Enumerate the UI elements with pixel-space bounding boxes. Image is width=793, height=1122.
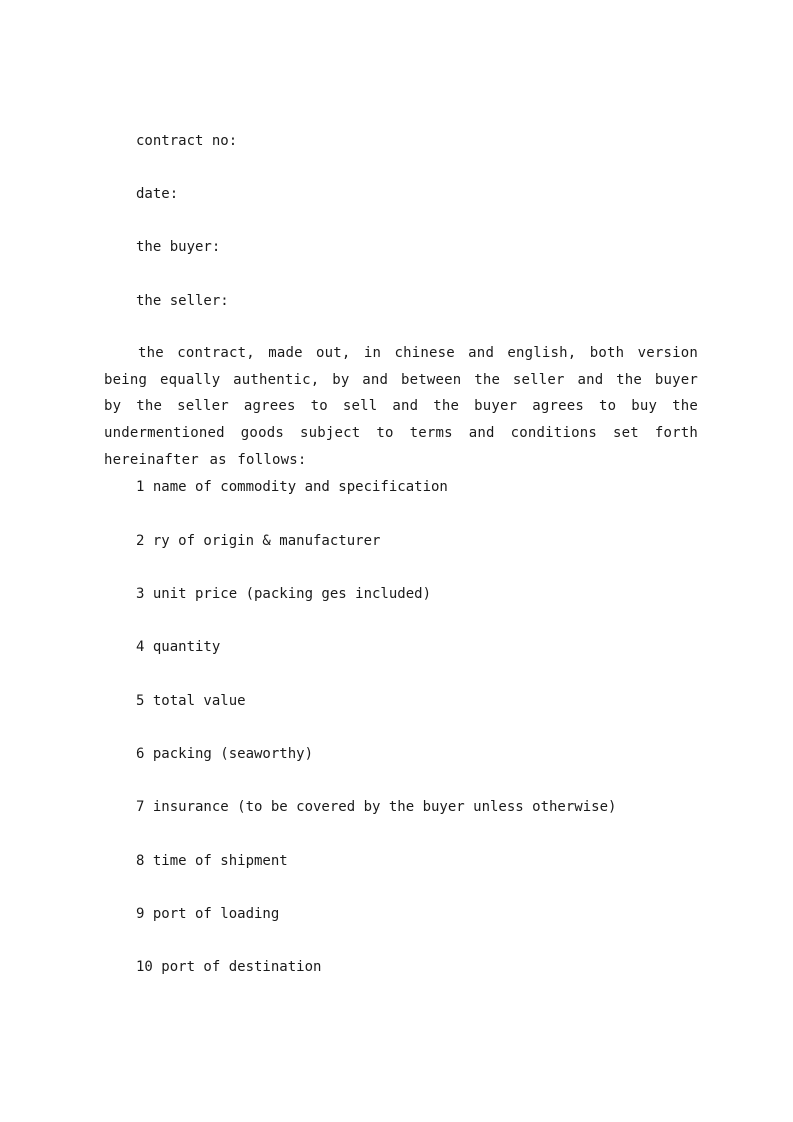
date-field: date: (136, 186, 179, 202)
clause-quantity: 4 quantity (136, 639, 221, 655)
clause-port-of-destination: 10 port of destination (136, 959, 322, 975)
clause-origin: 2 ry of origin & manufacturer (136, 533, 381, 549)
clause-unit-price: 3 unit price (packing ges included) (136, 586, 432, 602)
clause-packing: 6 packing (seaworthy) (136, 746, 314, 762)
intro-paragraph: the contract, made out, in chinese and english, both version being equally authentic, by and between the seller and the buyer by the seller agrees to sell and the buyer agrees to buy the undermentioned goods subject to terms and conditions set forth hereinafter as follows: (104, 345, 698, 468)
clause-total-value: 5 total value (136, 693, 246, 709)
clause-port-of-loading: 9 port of loading (136, 906, 280, 922)
clause-commodity: 1 name of commodity and specification (136, 479, 448, 495)
contract-no-field: contract no: (136, 133, 238, 149)
clause-insurance: 7 insurance (to be covered by the buyer unless otherwise) (136, 799, 617, 815)
seller-field: the seller: (136, 293, 229, 309)
clause-time-of-shipment: 8 time of shipment (136, 853, 288, 869)
buyer-field: the buyer: (136, 239, 221, 255)
